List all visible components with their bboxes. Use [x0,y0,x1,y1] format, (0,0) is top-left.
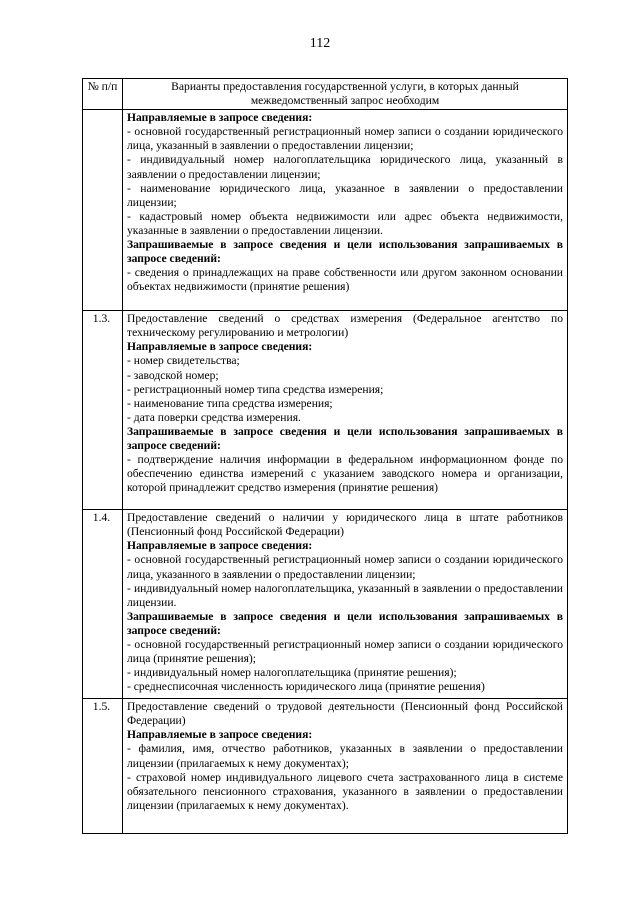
list-item: - заводской номер; [127,368,219,382]
list-item: - подтверждение наличия информации в федеральном информационном фонде по обеспечению единства измерений с указанием заводского номера и организации, которой принадлежит средство измерения (принятие решения) [127,453,563,495]
header-num: № п/п [83,79,123,110]
list-item: - индивидуальный номер налогоплательщика (принятие решения); [127,666,457,680]
list-item: - среднесписочная численность юридического лица (принятие решения) [127,680,485,694]
table-row [83,110,568,311]
row-number [83,110,123,311]
row-content [123,510,568,699]
list-item: - наименование типа средства измерения; [127,396,333,410]
list-item: - основной государственный регистрационный номер записи о создании юридического лица, указанного в заявлении о предоставлении лицензии; [127,553,563,581]
row-number: 1.3. [83,311,123,510]
table-row [83,699,568,834]
section-heading: Направляемые в запросе сведения: [127,539,313,553]
row-number: 1.4. [83,510,123,699]
requests-table [82,78,568,834]
list-item: - кадастровый номер объекта недвижимости или адрес объекта недвижимости, указанные в заявлении о предоставлении лицензии. [127,209,563,237]
list-item: - сведения о принадлежащих на праве собственности или другом законном основании объектах недвижимости (принятие решения) [127,266,563,294]
section-heading: Направляемые в запросе сведения: [127,728,313,742]
row-content [123,311,568,510]
section-heading: Запрашиваемые в запросе сведения и цели использования запрашиваемых в запросе сведений: [127,424,563,453]
row-number: 1.5. [83,699,123,834]
page-number: 112 [309,36,331,51]
list-item: - основной государственный регистрационный номер записи о создании юридического лица, указанный в заявлении о предоставлении лицензии; [127,125,563,153]
list-item: - индивидуальный номер налогоплательщика, указанный в заявлении о предоставлении лицензии. [127,581,563,609]
section-heading: Направляемые в запросе сведения: [127,111,313,125]
list-item: Предоставление сведений о трудовой деятельности (Пенсионный фонд Российской Федерации) [127,700,563,728]
table-row [83,510,568,699]
section-heading: Запрашиваемые в запросе сведения и цели использования запрашиваемых в запросе сведений: [127,609,563,637]
row-content [123,110,568,311]
list-item: - основной государственный регистрационный номер записи о создании юридического лица (принятие решения); [127,638,563,666]
list-item: - страховой номер индивидуального лицевого счета застрахованного лица в системе обязательного пенсионного страхования, указанного в заявлении о предоставлении лицензии (прилагаемых к нему документах). [127,770,563,812]
section-heading: Запрашиваемые в запросе сведения и цели использования запрашиваемых в запросе сведений: [127,238,563,266]
list-item: - номер свидетельства; [127,354,240,368]
list-item: - наименование юридического лица, указанное в заявлении о предоставлении лицензии; [127,181,563,209]
list-item: Предоставление сведений о средствах измерения (Федеральное агентство по техническому регулированию и метрологии) [127,312,563,340]
list-item: Предоставление сведений о наличии у юридического лица в штате работников (Пенсионный фонд Российской Федерации) [127,511,563,539]
section-heading: Направляемые в запросе сведения: [127,340,313,354]
table-row [83,311,568,510]
list-item: - фамилия, имя, отчество работников, указанных в заявлении о предоставлении лицензии (прилагаемых к нему документах); [127,742,563,770]
list-item: - регистрационный номер типа средства измерения; [127,382,384,396]
row-content [123,699,568,834]
table-header-row [83,79,568,110]
list-item: - индивидуальный номер налогоплательщика юридического лица, указанный в заявлении о предоставлении лицензии; [127,153,563,181]
list-item: - дата поверки средства измерения. [127,410,301,424]
header-title: Варианты предоставления государственной услуги, в которых данный межведомственный запрос необходим [123,79,568,110]
